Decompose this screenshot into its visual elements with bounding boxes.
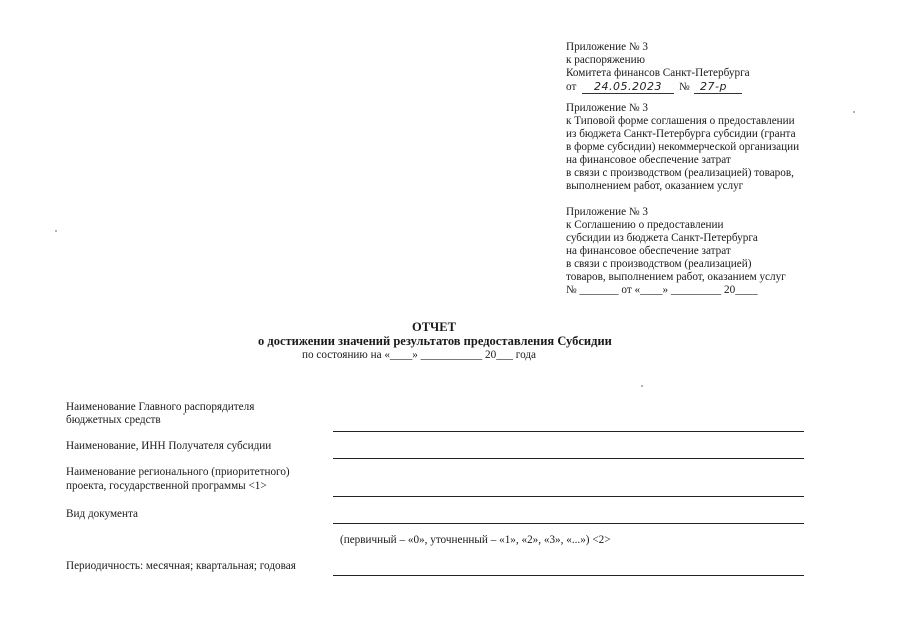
recipient-label: Наименование, ИНН Получателя субсидии <box>66 440 272 452</box>
report-heading: ОТЧЕТ <box>412 320 456 334</box>
document-type-input-line[interactable] <box>333 523 804 524</box>
distributor-input-line[interactable] <box>333 431 804 432</box>
typical-form-line5: на финансовое обеспечение затрат <box>566 154 731 166</box>
appendix-agreement-block <box>566 206 786 297</box>
recipient-input-line[interactable] <box>333 458 804 459</box>
periodicity-input-line[interactable] <box>333 575 804 576</box>
order-number-underline <box>694 93 742 94</box>
report-as-of-date: по состоянию на «____» ___________ 20___ года <box>302 349 537 361</box>
appendix-typical-form-block <box>566 102 799 193</box>
distributor-label-line2: бюджетных средств <box>66 414 161 426</box>
document-type-label: Вид документа <box>66 508 138 520</box>
agreement-line7: № _______ от «____» _________ 20____ <box>566 284 758 296</box>
typical-form-line4: в форме субсидии) некоммерческой организации <box>566 141 800 153</box>
report-subheading: о достижении значений результатов предоставления Субсидии <box>258 334 612 348</box>
appendix-order-line3: Комитета финансов Санкт-Петербурга <box>566 67 750 79</box>
order-date-prefix: от <box>566 81 577 93</box>
agreement-line2: к Соглашению о предоставлении <box>566 219 724 231</box>
scan-speck <box>641 385 643 387</box>
order-number-handwritten: 27-р <box>700 80 727 93</box>
agreement-line1: Приложение № 3 <box>566 206 648 218</box>
document-type-hint: (первичный – «0», уточненный – «1», «2», «3», «...») <2> <box>340 534 611 546</box>
order-date-underline <box>582 93 674 94</box>
typical-form-line6: в связи с производством (реализацией) товаров, <box>566 167 794 179</box>
appendix-order-line2: к распоряжению <box>566 54 645 66</box>
typical-form-line1: Приложение № 3 <box>566 102 648 114</box>
typical-form-line3: из бюджета Санкт-Петербурга субсидии (гранта <box>566 128 796 140</box>
scan-speck <box>55 230 57 232</box>
distributor-label-line1: Наименование Главного распорядителя <box>66 401 255 413</box>
project-label-line2: проекта, государственной программы <1> <box>66 480 267 492</box>
periodicity-label: Периодичность: месячная; квартальная; годовая <box>66 560 296 572</box>
agreement-line6: товаров, выполнением работ, оказанием услуг <box>566 271 786 283</box>
appendix-order-line1: Приложение № 3 <box>566 41 648 53</box>
agreement-line3: субсидии из бюджета Санкт-Петербурга <box>566 232 758 244</box>
typical-form-line2: к Типовой форме соглашения о предоставлении <box>566 115 795 127</box>
typical-form-line7: выполнением работ, оказанием услуг <box>566 180 744 192</box>
order-number-prefix: № <box>679 81 690 93</box>
agreement-line4: на финансовое обеспечение затрат <box>566 245 731 257</box>
scan-speck <box>183 413 185 415</box>
scan-speck <box>853 111 855 113</box>
agreement-line5: в связи с производством (реализацией) <box>566 258 752 270</box>
project-input-line[interactable] <box>333 496 804 497</box>
project-label-line1: Наименование регионального (приоритетного) <box>66 466 290 478</box>
appendix-order-block <box>566 41 750 80</box>
order-date-handwritten: 24.05.2023 <box>594 80 662 93</box>
